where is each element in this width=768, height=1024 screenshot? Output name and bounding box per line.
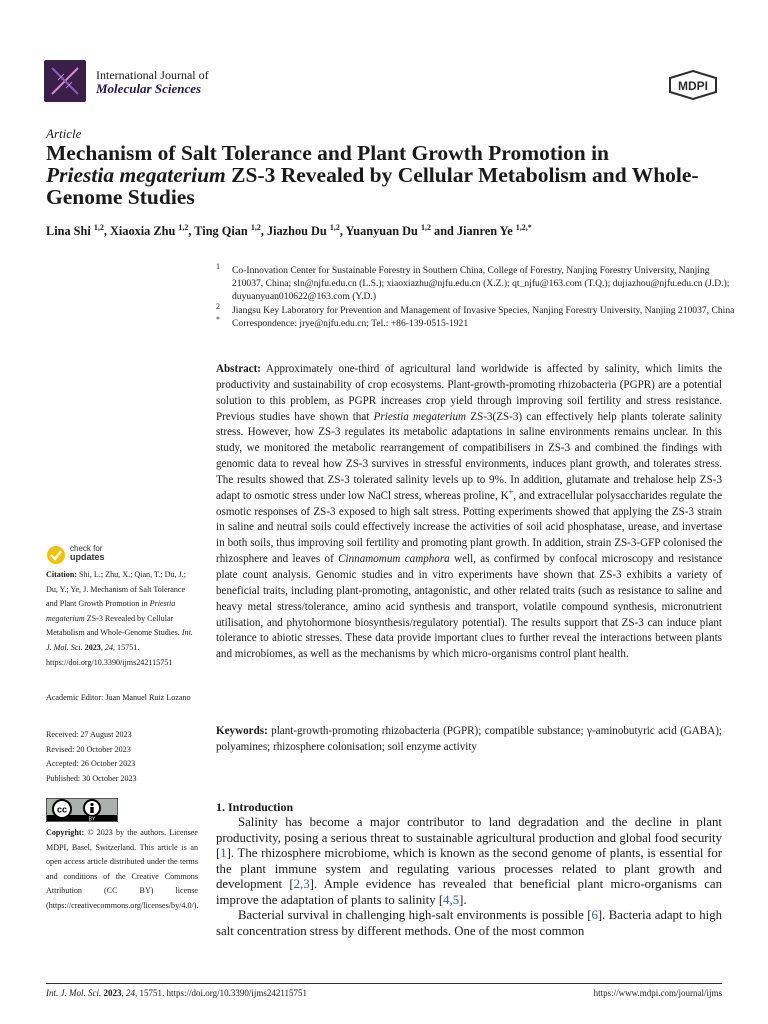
abstract: Abstract: Approximately one-third of agricultural land worldwide is affected by salinity, which limits the productivity and sustainability of crop ecosystems. Plant-growth-promoting rhizobacteria (PGPR) are a potential solution to this problem, as PGPR increases crop yield through improving soil fertility and stress resistance. Previous studies have shown that Priestia megaterium ZS-3(ZS-3) can effectively help plants tolerate salinity stress. However, how ZS-3 regulates its metabolic adaptations in saline environments remains unclear. In this study, we monitored the metabolic rearrangement of compatibilisers in ZS-3 and combined the findings with genomic data to reveal how ZS-3 survives in stressful environments, induces plant growth, and tolerates stress. The results showed that ZS-3 tolerated salinity levels up to 9%. In addition, glutamate and trehalose help ZS-3 adapt to osmotic stress under low NaCl stress, whereas proline, K+, and extracellular polysaccharides regulate the osmotic responses of ZS-3 exposed to high salt stress. Potting experiments showed that applying the ZS-3 strain in saline and neutral soils could effectively increase the activities of soil acid phosphatase, urease, and invertase in both soils, thus improving soil fertility and promoting plant growth. In addition, strain ZS-3-GFP colonised the rhizosphere and leaves of Cinnamomum camphora well, as confirmed by confocal microscopy and resistance plate count analysis. Genomic studies and in vitro experiments have shown that ZS-3 exhibits a variety of beneficial traits, including plant-promoting, antagonistic, and other related traits (such as resistance to saline and heavy metal stress/tolerance, amino acid synthesis and transport, volatile compound synthesis, micronutrient utilisation, and phytohormone biosynthesis/regulatory potential). The results support that ZS-3 can induce plant tolerance to abiotic stresses. These data provide important clues to further reveal the interactions between plants and microbiomes, as well as the mechanisms by which micro-organisms control plant health. (216, 363, 723, 661)
citation-link[interactable]: 6 (591, 908, 598, 922)
keywords: Keywords: plant-growth-promoting rhizobacteria (PGPR); compatible substance; γ-aminobutyric acid (GABA); polyamines; rhizosphere colonisation; soil enzyme activity (216, 725, 722, 753)
author: Xiaoxia Zhu $^{1,2}$, (110, 222, 195, 238)
correspondence: * Correspondence: jrye@njfu.edu.cn; Tel.: +86-139-0515-1921 (216, 314, 469, 329)
date-received: Received: 27 August 2023 (46, 730, 132, 739)
updates-label: updates (70, 552, 105, 562)
journal-name-line2: Molecular Sciences (96, 81, 202, 96)
author: Jianren Ye $^{1,2,*}$ (456, 222, 532, 238)
keywords-label: Keywords: (216, 725, 268, 737)
copyright-notice: Copyright: © 2023 by the authors. Licensee MDPI, Basel, Switzerland. This article is an open access article distributed under the terms and conditions of the Creative Commons Attribution (CC BY) license (https://creativecommons.org/licenses/by/4.0/). (46, 828, 199, 910)
check-updates-icon (45, 544, 67, 566)
check-for-label: check for (70, 544, 103, 553)
affiliations (216, 261, 736, 330)
footer-citation: Int. J. Mol. Sci. 2023, 24, 15751. https://doi.org/10.3390/ijms242115751 (46, 988, 308, 998)
paragraph: Bacterial survival in challenging high-salt environments is possible [6]. Bacteria adapt to high salt concentration stress by different methods. One of the most common (216, 908, 722, 938)
by-label: BY (88, 816, 96, 822)
section-heading: 1. Introduction (216, 800, 294, 814)
check-for-updates-button[interactable] (45, 544, 115, 566)
cc-by-license-badge[interactable] (46, 798, 118, 822)
author: Lina Shi $^{1,2}$, (46, 222, 111, 238)
introduction-text (216, 815, 722, 939)
affiliation-2: $^2$ Jiangsu Key Laboratory for Prevention and Management of Invasive Species, Nanjing Forestry University, Nanjing 210037, China (216, 301, 735, 316)
affiliation-1: $^1$ Co-Innovation Center for Sustainable Forestry in Southern China, College of Forestry, Nanjing Forestry University, Nanjing 210037, China; sln@njfu.edu.cn (L.S.); xiaoxiazhu@njfu.edu.cn (X.Z.); qt_njfu@163.com (T.Q.); dujiazhou@njfu.edu.cn (J.D.); duyuanyuan010622@163.com (Y.D.) (216, 261, 730, 303)
footer-journal-url[interactable]: https://www.mdpi.com/journal/ijms (593, 988, 722, 998)
journal-logo (44, 60, 86, 102)
citation-link[interactable]: 2,3 (293, 877, 310, 891)
publication-dates (46, 728, 198, 786)
citation-link[interactable]: 4,5 (443, 892, 460, 907)
date-revised: Revised: 20 October 2023 (46, 744, 131, 754)
citation-link[interactable]: 1 (220, 846, 227, 860)
article-type: Article (46, 126, 82, 141)
footer-divider (46, 983, 722, 984)
abstract-label: Abstract: (216, 363, 261, 375)
mdpi-logo (666, 70, 720, 100)
journal-name-line1: International Journal of (96, 68, 209, 82)
dna-helix-icon (44, 60, 86, 102)
author: Ting Qian $^{1,2}$, (194, 222, 267, 238)
title-species: Priestia megaterium (46, 163, 226, 187)
author: Jiazhou Du $^{1,2}$, (266, 222, 346, 238)
title-part1: Mechanism of Salt Tolerance and Plant Growth Promotion in (46, 141, 609, 165)
citation: Citation: Shi, L.; Zhu, X.; Qian, T.; Du, J.; Du, Y.; Ye, J. Mechanism of Salt Tolerance and Plant Growth Promotion in Priestia megaterium ZS-3 Revealed by Cellular Metabolism and Whole-Genome Studies. Int. J. Mol. Sci. 2023, 24, 15751. https://doi.org/10.3390/ijms242115751 (46, 570, 193, 667)
date-accepted: Accepted: 26 October 2023 (46, 759, 136, 769)
paragraph: Salinity has become a major contributor to land degradation and the decline in plant productivity, posing a serious threat to sustainable agricultural production and global food security [1]. The rhizosphere microbiome, which is known as the second genome of plants, is essential for the plant immune system and regulating various processes related to plant growth and development [2,3]. Ample evidence has revealed that beneficial plant micro-organisms can improve the adaptation of plants to salinity [4,5]. (216, 815, 723, 907)
author: Yuanyuan Du $^{1,2}$ and (345, 222, 457, 238)
author-list (46, 224, 736, 239)
date-published: Published: 30 October 2023 (46, 773, 137, 783)
publisher-name: MDPI (678, 79, 708, 93)
cc-label: cc (56, 804, 68, 815)
journal-name (96, 68, 209, 96)
academic-editor: Academic Editor: Juan Manuel Ruiz Lozano (46, 693, 191, 702)
title-part2: ZS-3 Revealed by Cellular Metabolism and Whole-Genome Studies (46, 163, 699, 209)
page-title (46, 142, 736, 208)
